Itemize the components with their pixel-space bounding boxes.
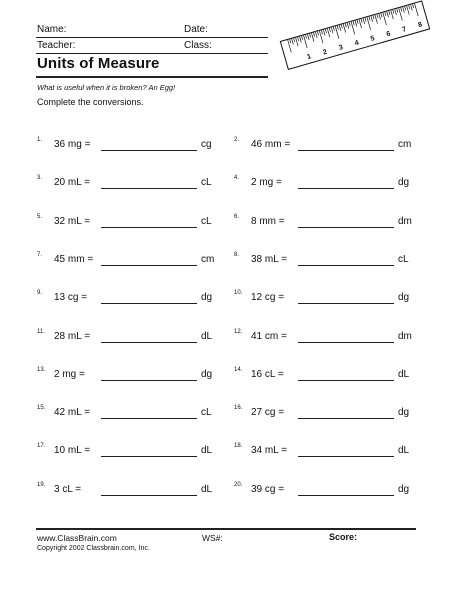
- target-unit: dg: [398, 292, 410, 304]
- problem-item: [37, 443, 217, 457]
- problem-expression: 2 mg =: [251, 177, 282, 189]
- target-unit: dg: [398, 407, 410, 419]
- problem-expression: 27 cg =: [251, 407, 285, 419]
- problem-item: [234, 175, 414, 189]
- target-unit: dm: [398, 215, 412, 227]
- answer-blank[interactable]: [101, 227, 197, 228]
- footer-rule: [36, 528, 416, 530]
- target-unit: dL: [201, 330, 213, 342]
- problem-number: 18.: [234, 443, 243, 450]
- problem-expression: 39 cg =: [251, 483, 285, 495]
- answer-blank[interactable]: [298, 456, 394, 457]
- target-unit: dg: [398, 177, 410, 189]
- problem-number: 8.: [234, 251, 240, 258]
- problem-expression: 20 mL =: [54, 177, 91, 189]
- problem-item: [37, 329, 217, 343]
- answer-blank[interactable]: [298, 303, 394, 304]
- ruler-number: 6: [385, 30, 392, 39]
- ruler-number: 7: [401, 25, 408, 34]
- target-unit: dL: [201, 445, 213, 457]
- problem-item: [234, 290, 414, 304]
- problem-item: [234, 252, 414, 266]
- ruler-number: 8: [417, 21, 424, 30]
- answer-blank[interactable]: [101, 495, 197, 496]
- problem-item: [234, 137, 414, 151]
- target-unit: cL: [398, 253, 409, 265]
- answer-blank[interactable]: [298, 342, 394, 343]
- answer-blank[interactable]: [298, 495, 394, 496]
- ruler-number: 3: [338, 44, 344, 52]
- problem-number: 13.: [37, 366, 46, 373]
- problem-number: 17.: [37, 443, 46, 450]
- problem-expression: 3 cL =: [54, 483, 82, 495]
- problem-item: [37, 214, 217, 228]
- problem-item: [234, 443, 414, 457]
- problem-item: [37, 252, 217, 266]
- target-unit: dL: [398, 368, 410, 380]
- target-unit: cg: [201, 139, 212, 150]
- footer-site: www.ClassBrain.com: [37, 533, 117, 543]
- ruler-number: 2: [322, 48, 328, 57]
- target-unit: cm: [398, 139, 412, 150]
- problem-number: 7.: [37, 251, 43, 258]
- problem-item: [234, 482, 414, 496]
- problem-expression: 34 mL =: [251, 445, 288, 457]
- answer-blank[interactable]: [298, 150, 394, 151]
- problem-item: [37, 367, 217, 381]
- target-unit: dL: [201, 483, 213, 495]
- problem-number: 19.: [37, 481, 46, 488]
- problem-expression: 2 mg =: [54, 368, 85, 380]
- target-unit: dg: [398, 483, 410, 495]
- problem-expression: 46 mm =: [251, 139, 291, 150]
- problem-item: [37, 137, 217, 151]
- problem-number: 3.: [37, 175, 43, 182]
- problem-expression: 41 cm =: [251, 330, 287, 342]
- problem-number: 4.: [234, 175, 240, 182]
- worksheet-title: Units of Measure: [37, 55, 160, 72]
- target-unit: cm: [201, 253, 215, 265]
- problem-item: [234, 214, 414, 228]
- answer-blank[interactable]: [101, 456, 197, 457]
- answer-blank[interactable]: [298, 418, 394, 419]
- problem-number: 11.: [37, 328, 45, 335]
- answer-blank[interactable]: [298, 188, 394, 189]
- problem-expression: 32 mL =: [54, 215, 91, 227]
- score-label: Score:: [329, 532, 358, 542]
- ruler-number: 4: [353, 39, 360, 48]
- worksheet-number-label: WS#:: [202, 533, 223, 543]
- ruler-illustration: [280, 0, 431, 70]
- problem-item: [37, 482, 217, 496]
- copyright: Copyright 2002 Classbrain.com, Inc.: [37, 545, 150, 552]
- problem-number: 12.: [234, 328, 243, 335]
- name-date-line: [36, 37, 268, 38]
- problem-expression: 38 mL =: [251, 253, 288, 265]
- answer-blank[interactable]: [101, 418, 197, 419]
- problem-number: 16.: [234, 405, 243, 412]
- answer-blank[interactable]: [101, 150, 197, 151]
- instructions: Complete the conversions.: [37, 97, 144, 107]
- date-label: Date:: [184, 24, 208, 35]
- target-unit: cL: [201, 407, 212, 419]
- ruler-number: 5: [369, 35, 376, 43]
- problem-number: 14.: [234, 366, 243, 373]
- problem-expression: 8 mm =: [251, 215, 285, 227]
- problem-expression: 45 mm =: [54, 253, 94, 265]
- problem-expression: 42 mL =: [54, 407, 91, 419]
- problem-number: 9.: [37, 290, 43, 297]
- class-label: Class:: [184, 40, 212, 51]
- problem-item: [37, 290, 217, 304]
- target-unit: dm: [398, 330, 412, 342]
- answer-blank[interactable]: [298, 227, 394, 228]
- title-rule: [36, 76, 268, 78]
- target-unit: cL: [201, 177, 212, 189]
- problem-item: [234, 329, 414, 343]
- answer-blank[interactable]: [101, 342, 197, 343]
- teacher-class-line: [36, 53, 268, 54]
- problem-expression: 28 mL =: [54, 330, 91, 342]
- problem-item: [37, 175, 217, 189]
- problem-number: 6.: [234, 213, 240, 220]
- problem-expression: 16 cL =: [251, 368, 284, 380]
- problem-expression: 13 cg =: [54, 292, 88, 304]
- answer-blank[interactable]: [101, 188, 197, 189]
- problem-item: [37, 405, 217, 419]
- problem-number: 5.: [37, 213, 43, 220]
- answer-blank[interactable]: [298, 380, 394, 381]
- target-unit: dL: [398, 445, 410, 457]
- problem-number: 1.: [37, 137, 43, 143]
- ruler-icon: [280, 0, 431, 70]
- answer-blank[interactable]: [101, 265, 197, 266]
- teacher-label: Teacher:: [37, 40, 76, 51]
- problem-expression: 10 mL =: [54, 445, 91, 457]
- problem-item: [234, 367, 414, 381]
- name-label: Name:: [37, 24, 67, 35]
- problem-item: [234, 405, 414, 419]
- riddle-text: What is useful when it is broken? An Egg!: [37, 83, 176, 92]
- target-unit: dg: [201, 368, 213, 380]
- problem-expression: 12 cg =: [251, 292, 285, 304]
- target-unit: cL: [201, 215, 212, 227]
- answer-blank[interactable]: [101, 380, 197, 381]
- problem-number: 15.: [37, 405, 46, 412]
- answer-blank[interactable]: [101, 303, 197, 304]
- target-unit: dg: [201, 292, 213, 304]
- ruler-number: 1: [306, 53, 313, 62]
- answer-blank[interactable]: [298, 265, 394, 266]
- problem-number: 10.: [234, 290, 243, 297]
- problem-number: 20.: [234, 481, 243, 488]
- problem-expression: 36 mg =: [54, 139, 91, 150]
- problem-number: 2.: [234, 137, 240, 143]
